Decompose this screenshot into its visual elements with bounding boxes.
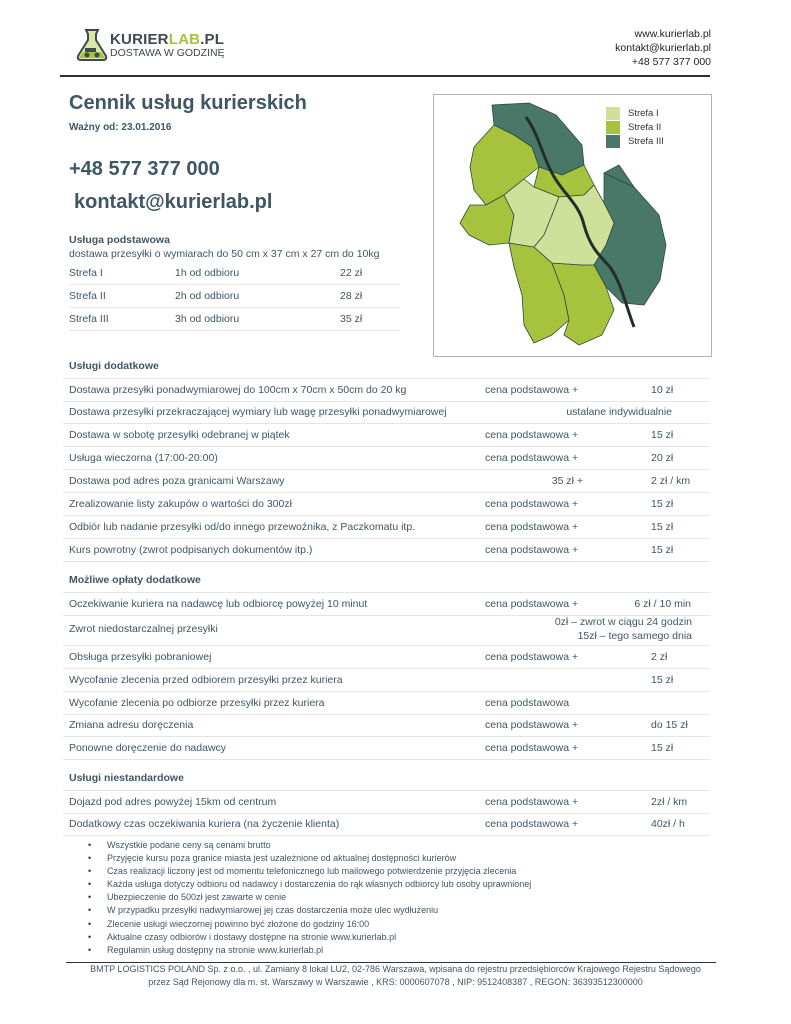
page-title: Cennik usług kurierskich xyxy=(69,92,307,114)
nonstandard-name: Dojazd pod adres powyżej 15km od centrum xyxy=(69,796,277,808)
fee-base: cena podstawowa + xyxy=(485,742,579,754)
service-price: 15 zł xyxy=(651,521,674,533)
fee-base: cena podstawowa + xyxy=(485,598,579,610)
table-row xyxy=(63,669,710,692)
basic-zone: Strefa III xyxy=(69,313,109,325)
fee-name: Obsługa przesyłki pobraniowej xyxy=(69,651,212,663)
zone-map xyxy=(433,94,712,357)
table-row xyxy=(63,470,710,493)
service-price: 20 zł xyxy=(651,452,674,464)
table-row xyxy=(63,615,710,646)
service-price: 15 zł xyxy=(651,498,674,510)
table-row xyxy=(63,692,710,715)
note-item: • Czas realizacji liczony jest od momentu telefonicznego lub mailowego potwierdzenie przyjęcia zlecenia xyxy=(88,865,531,878)
legend-label: Strefa I xyxy=(628,108,659,119)
table-row xyxy=(63,714,710,737)
fee-price: 6 zł / 10 min xyxy=(634,598,691,610)
logo-wordmark: KURIERLAB.PL xyxy=(110,31,225,48)
service-price: 2 zł / km xyxy=(651,475,691,487)
legend-swatch-zone-1 xyxy=(606,107,620,120)
service-name: Usługa wieczorna (17:00-20:00) xyxy=(69,452,218,464)
table-row xyxy=(63,592,710,616)
header-email[interactable]: kontakt@kurierlab.pl xyxy=(615,42,711,54)
fee-price-second: 15zł – tego samego dnia xyxy=(577,630,692,642)
basic-row xyxy=(69,308,400,331)
service-name: Odbiór lub nadanie przesyłki od/do innego przewoźnika, z Paczkomatu itp. xyxy=(69,521,416,533)
basic-time: 2h od odbioru xyxy=(175,290,240,302)
kurierlab-logo xyxy=(74,26,110,62)
fee-name: Wycofanie zlecenia po odbiorze przesyłki przez kuriera xyxy=(69,697,325,709)
additional-services-title: Usługi dodatkowe xyxy=(69,360,159,372)
service-price: 15 zł xyxy=(651,544,674,556)
service-base: 35 zł + xyxy=(551,475,583,487)
service-base: cena podstawowa + xyxy=(485,521,579,533)
service-base: cena podstawowa + xyxy=(485,452,579,464)
footer-divider xyxy=(66,962,716,963)
fee-price: 15 zł xyxy=(651,674,674,686)
logo-tagline: DOSTAWA W GODZINĘ xyxy=(110,47,225,59)
note-item: • Zlecenie usługi wieczornej powinno być złożone do godziny 16:00 xyxy=(88,918,531,931)
nonstandard-base: cena podstawowa + xyxy=(485,818,579,830)
note-item: • Przyjęcie kursu poza granice miasta jest uzależnione od aktualnej dostępności kurierów xyxy=(88,852,531,865)
fee-base: cena podstawowa xyxy=(485,697,570,709)
service-name: Kurs powrotny (zwrot podpisanych dokumentów itp.) xyxy=(69,544,313,556)
note-item: • Ubezpieczenie do 500zł jest zawarte w cenie xyxy=(88,891,531,904)
contact-phone[interactable]: +48 577 377 000 xyxy=(69,158,220,180)
basic-price: 22 zł xyxy=(340,267,363,279)
fee-price: 2 zł xyxy=(651,651,668,663)
footer-company-info: BMTP LOGISTICS POLAND Sp. z o.o. , ul. Zamiany 8 lokal LU2, 02-786 Warszawa, wpisana do rejestru przedsiębiorców Krajowego Rejestru Sądowego xyxy=(90,964,701,974)
service-name: Dostawa w sobotę przesyłki odebranej w piątek xyxy=(69,429,290,441)
fee-base: cena podstawowa + xyxy=(485,719,579,731)
legend-label: Strefa II xyxy=(628,122,662,133)
basic-zone: Strefa I xyxy=(69,267,103,279)
legend-swatch-zone-3 xyxy=(606,135,620,148)
fee-price: 15 zł xyxy=(651,742,674,754)
nonstandard-price: 2zł / km xyxy=(651,796,688,808)
basic-service-description: dostawa przesyłki o wymiarach do 50 cm x 37 cm x 27 cm do 10kg xyxy=(69,248,380,260)
fee-name: Oczekiwanie kuriera na nadawcę lub odbiorcę powyżej 10 minut xyxy=(69,598,368,610)
service-base: cena podstawowa + xyxy=(485,544,579,556)
legend-label: Strefa III xyxy=(628,136,664,147)
table-row xyxy=(63,447,710,470)
basic-price: 28 zł xyxy=(340,290,363,302)
table-row xyxy=(63,424,710,447)
nonstandard-name: Dodatkowy czas oczekiwania kuriera (na życzenie klienta) xyxy=(69,818,340,830)
basic-time: 3h od odbioru xyxy=(175,313,240,325)
basic-price: 35 zł xyxy=(340,313,363,325)
nonstandard-base: cena podstawowa + xyxy=(485,796,579,808)
table-row xyxy=(63,646,710,669)
fee-name: Zwrot niedostarczalnej przesyłki xyxy=(69,623,218,635)
fee-base: cena podstawowa + xyxy=(485,651,579,663)
warsaw-zone-map xyxy=(434,95,711,356)
contact-email[interactable]: kontakt@kurierlab.pl xyxy=(74,191,273,213)
service-price: 10 zł xyxy=(651,384,674,396)
note-item: • W przypadku przesyłki nadwymiarowej jej czas dostarczenia może ulec wydłużeniu xyxy=(88,904,531,917)
service-name: Dostawa przesyłki przekraczającej wymiary lub wagę przesyłki ponadwymiarowej xyxy=(69,406,447,418)
table-row xyxy=(63,516,710,539)
service-name: Dostawa przesyłki ponadwymiarowej do 100cm x 70cm x 50cm do 20 kg xyxy=(69,384,407,396)
table-row xyxy=(63,539,710,562)
note-item: • Każda usługa dotyczy odbioru od nadawcy i dostarczenia do rąk własnych odbiorcy lub osoby uprawnionej xyxy=(88,878,531,891)
service-name: Dostawa pod adres poza granicami Warszawy xyxy=(69,475,285,487)
service-base: cena podstawowa + xyxy=(485,384,579,396)
notes-list xyxy=(88,839,531,957)
valid-from: Ważny od: 23.01.2016 xyxy=(69,122,172,133)
header-phone[interactable]: +48 577 377 000 xyxy=(631,56,711,68)
basic-zone: Strefa II xyxy=(69,290,106,302)
note-item: • Aktualne czasy odbiorów i dostawy dostępne na stronie www.kurierlab.pl xyxy=(88,931,531,944)
basic-time: 1h od odbioru xyxy=(175,267,240,279)
fee-name: Ponowne doręczenie do nadawcy xyxy=(69,742,227,754)
note-item: • Wszystkie podane ceny są cenami brutto xyxy=(88,839,531,852)
legend-swatch-zone-2 xyxy=(606,121,620,134)
service-price: ustalane indywidualnie xyxy=(566,406,672,418)
service-name: Zrealizowanie listy zakupów o wartości do 300zł xyxy=(69,498,292,510)
fee-price: do 15 zł xyxy=(651,719,688,731)
basic-row xyxy=(69,262,400,285)
nonstandard-services-title: Usługi niestandardowe xyxy=(69,772,184,784)
table-row xyxy=(63,790,710,814)
fee-price: 0zł – zwrot w ciągu 24 godzin xyxy=(554,616,692,628)
basic-row xyxy=(69,285,400,308)
nonstandard-price: 40zł / h xyxy=(651,818,685,830)
header-divider xyxy=(60,75,710,77)
table-row xyxy=(63,737,710,760)
basic-service-title: Usługa podstawowa xyxy=(69,234,170,246)
header-website[interactable]: www.kurierlab.pl xyxy=(634,28,711,40)
footer-registry-info: przez Sąd Rejonowy dla m. st. Warszawy w Warszawie , KRS: 0000607078 , NIP: 9512408387 , REGON: 36393512300000 xyxy=(148,977,643,987)
table-row xyxy=(63,401,710,424)
service-base: cena podstawowa + xyxy=(485,429,579,441)
table-row xyxy=(63,378,710,402)
fee-name: Wycofanie zlecenia przed odbiorem przesyłki przez kuriera xyxy=(69,674,343,686)
table-row xyxy=(63,813,710,836)
fee-name: Zmiana adresu doręczenia xyxy=(69,719,194,731)
service-base: cena podstawowa + xyxy=(485,498,579,510)
additional-fees-title: Możliwe opłaty dodatkowe xyxy=(69,574,201,586)
table-row xyxy=(63,493,710,516)
note-item: • Regulamin usług dostępny na stronie www.kurierlab.pl xyxy=(88,944,531,957)
service-price: 15 zł xyxy=(651,429,674,441)
